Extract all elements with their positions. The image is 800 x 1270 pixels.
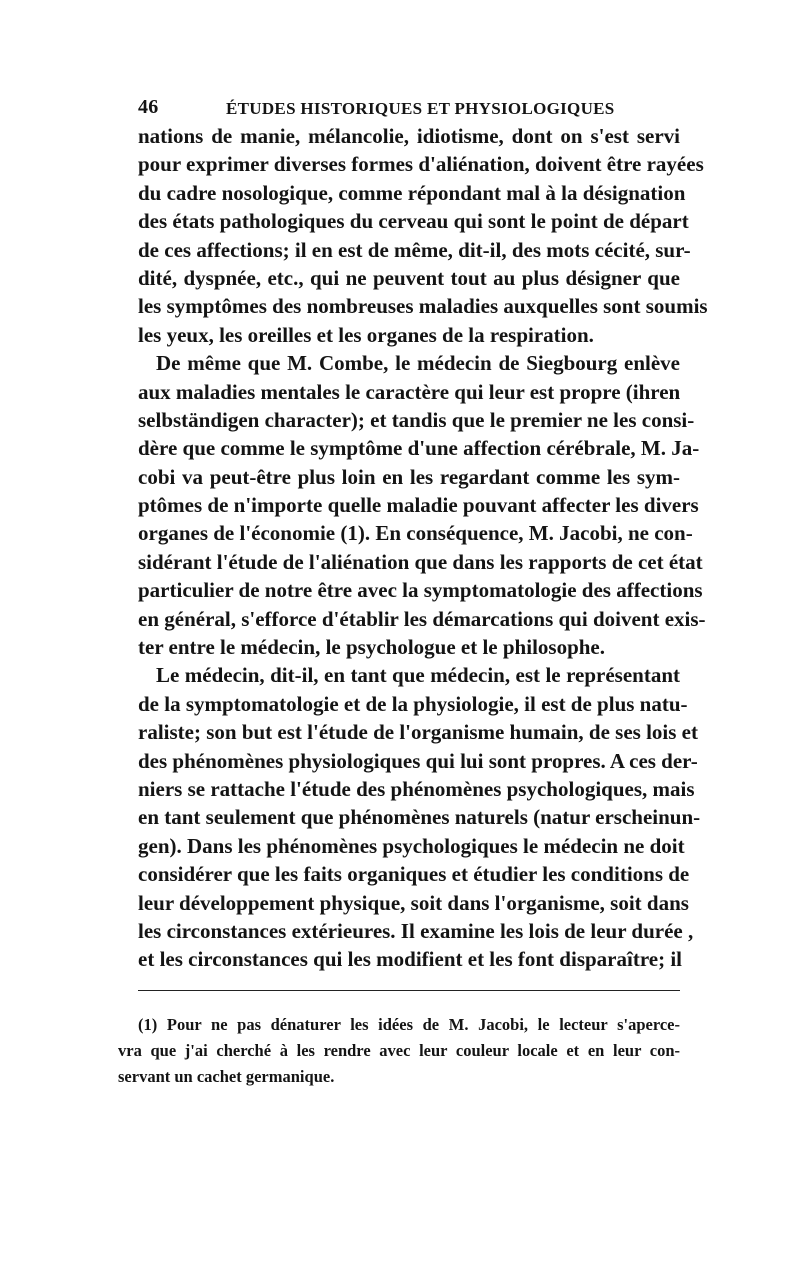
text-line: cobi va peut-être plus loin en les regardant comme les sym- <box>138 464 680 489</box>
text-line: les symptômes des nombreuses maladies auxquelles sont soumis <box>138 294 708 319</box>
footnote <box>118 1012 680 1090</box>
text-line: les circonstances extérieures. Il examine les lois de leur durée , <box>138 918 694 943</box>
text-line: niers se rattache l'étude des phénomènes psychologiques, mais <box>138 776 695 801</box>
text-line: nations de manie, mélancolie, idiotisme, dont on s'est servi <box>138 124 680 148</box>
text-line: ter entre le médecin, le psychologue et le philosophe. <box>138 635 606 660</box>
text-line: aux maladies mentales le caractère qui leur est propre (ihren <box>138 379 681 404</box>
paragraph-start-line: De même que M. Combe, le médecin de Siegbourg enlève <box>156 351 680 376</box>
text-line: leur développement physique, soit dans l'organisme, soit dans <box>138 890 689 915</box>
footnote-line: vra que j'ai cherché à les rendre avec leur couleur locale et en leur con- <box>118 1041 680 1060</box>
text-line: des phénomènes physiologiques qui lui sont propres. A ces der- <box>138 748 698 773</box>
text-line: des états pathologiques du cerveau qui sont le point de départ <box>138 209 689 234</box>
text-line: du cadre nosologique, comme répondant mal à la désignation <box>138 180 686 205</box>
text-line: dité, dyspnée, etc., qui ne peuvent tout au plus désigner que <box>138 265 680 290</box>
text-line: et les circonstances qui les modifient et les font disparaître; il <box>138 947 682 972</box>
text-line: raliste; son but est l'étude de l'organisme humain, de ses lois et <box>138 720 698 745</box>
running-title: ÉTUDES HISTORIQUES ET PHYSIOLOGIQUES <box>226 99 615 118</box>
text-line: de la symptomatologie et de la physiologie, il est de plus natu- <box>138 691 688 716</box>
text-line: en tant seulement que phénomènes naturels (natur erscheinun- <box>138 805 701 830</box>
footnote-line: servant un cachet germanique. <box>118 1067 335 1086</box>
text-line: sidérant l'étude de l'aliénation que dans les rapports de cet état <box>138 549 703 574</box>
text-line: considérer que les faits organiques et étudier les conditions de <box>138 862 690 887</box>
footnote-line: (1) Pour ne pas dénaturer les idées de M. Jacobi, le lecteur s'aperce- <box>138 1015 680 1034</box>
paragraph-start-line: Le médecin, dit-il, en tant que médecin, est le représentant <box>156 663 680 688</box>
text-line: de ces affections; il en est de même, dit-il, des mots cécité, sur- <box>138 237 691 262</box>
body-text <box>138 122 708 974</box>
text-line: gen). Dans les phénomènes psychologiques le médecin ne doit <box>138 833 685 858</box>
text-line: dère que comme le symptôme d'une affection cérébrale, M. Ja- <box>138 436 700 461</box>
text-line: ptômes de n'importe quelle maladie pouvant affecter les divers <box>138 493 699 518</box>
text-line: organes de l'économie (1). En conséquence, M. Jacobi, ne con- <box>138 521 693 546</box>
text-line: particulier de notre être avec la symptomatologie des affections <box>138 578 703 603</box>
running-header <box>138 96 678 122</box>
text-line: pour exprimer diverses formes d'aliénation, doivent être rayées <box>138 152 704 177</box>
text-line: selbständigen character); et tandis que le premier ne les consi- <box>138 407 695 432</box>
text-line: les yeux, les oreilles et les organes de la respiration. <box>138 322 594 347</box>
text-line: en général, s'efforce d'établir les démarcations qui doivent exis- <box>138 606 706 631</box>
page-number: 46 <box>138 96 159 118</box>
footnote-rule <box>138 990 680 991</box>
